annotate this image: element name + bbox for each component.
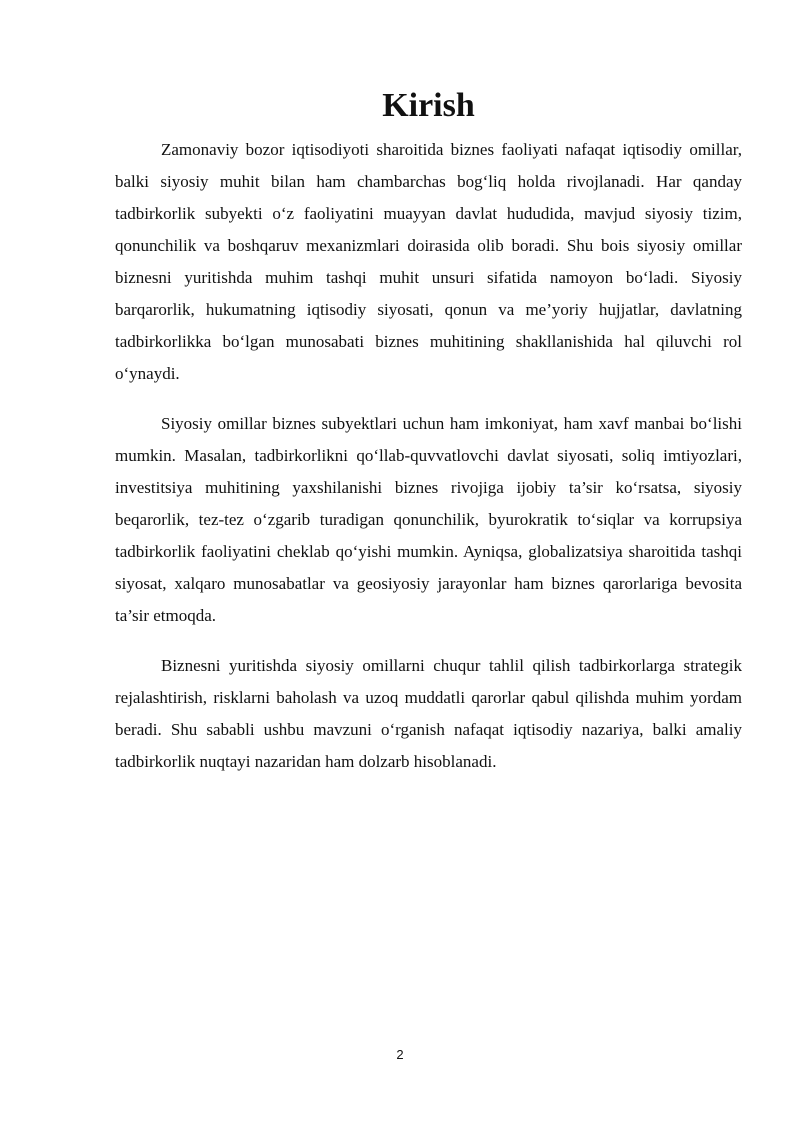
document-body bbox=[115, 87, 742, 796]
paragraph-3: Biznesni yuritishda siyosiy omillarni chuqur tahlil qilish tadbirkorlarga strategik rejalashtirish, risklarni baholash va uzoq muddatli qarorlar qabul qilishda muhim yordam beradi. Shu sababli ushbu mavzuni o‘rganish nafaqat iqtisodiy nazariya, balki amaliy tadbirkorlik nuqtayi nazaridan ham dolzarb hisoblanadi. bbox=[115, 656, 742, 771]
paragraph-1: Zamonaviy bozor iqtisodiyoti sharoitida biznes faoliyati nafaqat iqtisodiy omillar, balki siyosiy muhit bilan ham chambarchas bog‘liq holda rivojlanadi. Har qanday tadbirkorlik subyekti o‘z faoliyatini muayyan davlat hududida, mavjud siyosiy tizim, qonunchilik va boshqaruv mexanizmlari doirasida olib boradi. Shu bois siyosiy omillar biznesni yuritishda muhim tashqi muhit unsuri sifatida namoyon bo‘ladi. Siyosiy barqarorlik, hukumatning iqtisodiy siyosati, qonun va me’yoriy hujjatlar, davlatning tadbirkorlikka bo‘lgan munosabati biznes muhitining shakllanishida hal qiluvchi rol o‘ynaydi. bbox=[115, 140, 742, 383]
page-number: 2 bbox=[396, 1047, 404, 1062]
paragraph-2: Siyosiy omillar biznes subyektlari uchun ham imkoniyat, ham xavf manbai bo‘lishi mumkin. Masalan, tadbirkorlikni qo‘llab-quvvatlovchi davlat siyosati, soliq imtiyozlari, investitsiya muhitining yaxshilanishi biznes rivojiga ijobiy ta’sir ko‘rsatsa, siyosiy beqarorlik, tez-tez o‘zgarib turadigan qonunchilik, byurokratik to‘siqlar va korrupsiya tadbirkorlik faoliyatini cheklab qo‘yishi mumkin. Ayniqsa, globalizatsiya sharoitida tashqi siyosat, xalqaro munosabatlar va geosiyosiy jarayonlar ham biznes qarorlariga bevosita ta’sir etmoqda. bbox=[115, 414, 742, 625]
section-title: Kirish bbox=[382, 87, 475, 124]
